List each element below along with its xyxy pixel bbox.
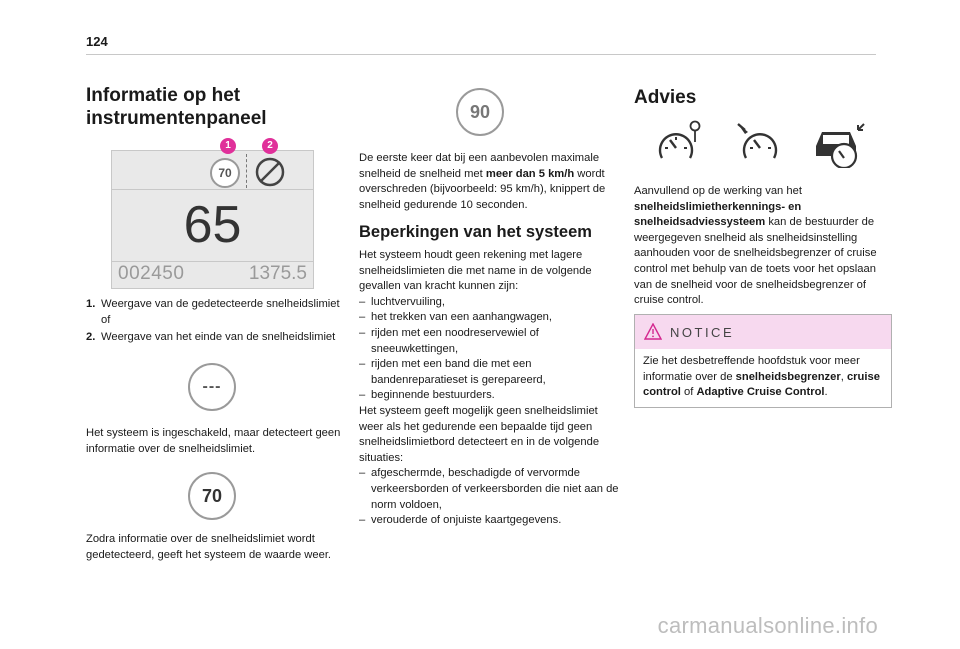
list-item — [86, 330, 344, 346]
list-number: 1. — [86, 298, 96, 310]
speedometer-set-icon — [656, 120, 702, 164]
advice-paragraph — [634, 184, 882, 309]
dash-item-text: beginnende bestuurders. — [371, 389, 495, 402]
header-rule — [86, 54, 876, 55]
separator-dashed — [246, 154, 248, 188]
dash-list-item — [359, 388, 621, 404]
no-limit-detected-label: --- — [202, 378, 222, 395]
odometer: 002450 — [118, 263, 185, 284]
dash-item-text: rijden met een band die met een bandenreparatieset is gerepareerd, — [371, 358, 546, 386]
list-text: Weergave van de gedetecteerde snelheidslimiet of — [101, 298, 340, 326]
text-run: of — [680, 386, 697, 399]
speed-limit-90-label: 90 — [469, 101, 491, 122]
notice-header — [635, 315, 891, 349]
speed-limit-sign-icon — [210, 158, 240, 188]
dash-list-item — [359, 466, 621, 513]
cruise-control-icon — [736, 120, 782, 164]
watermark-text: carmanualsonline.info — [657, 613, 878, 638]
text-bold: snelheidsbegrenzer — [735, 370, 841, 383]
text-run: De eerste keer dat bij een aanbevolen maximale snelheid de snelheid met — [359, 152, 600, 180]
instrument-panel-illustration — [111, 150, 314, 289]
dash-marker: – — [359, 467, 366, 480]
text-run: kan de bestuurder de weergegeven snelheid als snelheidsinstelling aanhouden voor de snelheidsbegrenzer of cruise control met behulp van de toets voor het opslaan van de snelheid voor de snelheidsbegrenzer of cruise control. — [634, 216, 877, 307]
section-title-instrument-panel: Informatie op het instrumentenpaneel — [86, 85, 267, 129]
dash-item-text: rijden met een noodreservewiel of sneeuwkettingen, — [371, 326, 539, 355]
dash-marker: – — [359, 295, 366, 308]
cases-list — [359, 295, 621, 404]
dash-list-item — [359, 326, 621, 357]
adaptive-cruise-control-icon — [812, 120, 868, 168]
limitations-intro: Het systeem houdt geen rekening met lagere snelheidslimieten die met name in de volgende gevallen van kracht kunnen zijn: — [359, 249, 592, 293]
section-title-limitations: Beperkingen van het systeem — [359, 223, 592, 241]
list-number: 2. — [86, 331, 96, 344]
dash-marker: – — [359, 311, 366, 324]
list-item — [86, 297, 344, 328]
dash-item-text: luchtvervuiling, — [371, 295, 445, 308]
panel-divider — [112, 189, 313, 190]
dash-marker: – — [359, 514, 366, 527]
text-bold: cruise control — [643, 370, 880, 399]
speed-limit-70-icon — [188, 472, 236, 520]
callout-2-badge: 2 — [262, 138, 278, 154]
dash-marker: – — [359, 358, 366, 371]
callout-1-badge: 1 — [220, 138, 236, 154]
notice-title: NOTICE — [670, 324, 735, 340]
paragraph-detected: Zodra informatie over de snelheidslimiet wordt gedetecteerd, geeft het systeem de waarde weer. — [86, 533, 332, 561]
speed-limit-sign-value: 70 — [218, 166, 232, 180]
trip-meter: 1375.5 — [248, 263, 307, 284]
text-bold: snelheidslimietherkennings- en snelheidsadviessysteem — [634, 200, 802, 229]
text-bold: Adaptive Cruise Control — [696, 386, 825, 399]
dash-list-item — [359, 310, 621, 326]
dash-list-item — [359, 295, 621, 311]
paragraph-no-info: Het systeem is ingeschakeld, maar detecteert geen informatie over de snelheidslimiet. — [86, 427, 341, 455]
text-run: , — [840, 370, 847, 383]
text-bold: meer dan 5 km/h — [485, 167, 575, 180]
warning-triangle-icon — [644, 323, 662, 341]
dash-list-item — [359, 513, 621, 529]
text-run: . — [824, 386, 828, 399]
notice-box — [634, 314, 892, 408]
notice-text — [635, 349, 891, 401]
dash-marker: – — [359, 389, 366, 402]
dash-item-text: afgeschermde, beschadigde of vervormde verkeersborden of verkeersborden die niet aan de norm voldoen, — [371, 467, 619, 511]
dash-marker: – — [359, 326, 366, 339]
speed-limit-70-label: 70 — [201, 485, 223, 506]
callout-list — [86, 297, 344, 348]
section-title-advice: Advies — [634, 87, 697, 108]
dash-item-text: het trekken van een aanhangwagen, — [371, 311, 553, 324]
current-speed: 65 — [183, 196, 242, 254]
page-number: 124 — [86, 34, 108, 49]
limitations-intro-2: Het systeem geeft mogelijk geen snelheidslimiet weer als het gedurende een bepaalde tijd geen snelheidslimietbord detecteert en in de volgende situaties: — [359, 404, 600, 464]
situations-list — [359, 466, 621, 528]
end-of-limit-icon — [255, 157, 285, 187]
no-limit-detected-icon — [188, 363, 236, 411]
text-run: Zie het desbetreffende hoofdstuk voor meer informatie over de — [643, 355, 860, 383]
dash-item-text: verouderde of onjuiste kaartgegevens. — [371, 514, 562, 527]
list-text: Weergave van het einde van de snelheidslimiet — [101, 331, 336, 344]
speed-limit-90-icon — [456, 88, 504, 136]
text-run: Aanvullend op de werking van het — [634, 185, 802, 197]
paragraph-first-time — [359, 151, 617, 213]
dash-list-item — [359, 357, 621, 388]
panel-divider-bottom — [112, 261, 313, 262]
limitations-body — [359, 248, 621, 529]
text-run: wordt overschreden (bijvoorbeeld: 95 km/h), knippert de snelheid gedurende 10 seconden. — [359, 167, 606, 211]
